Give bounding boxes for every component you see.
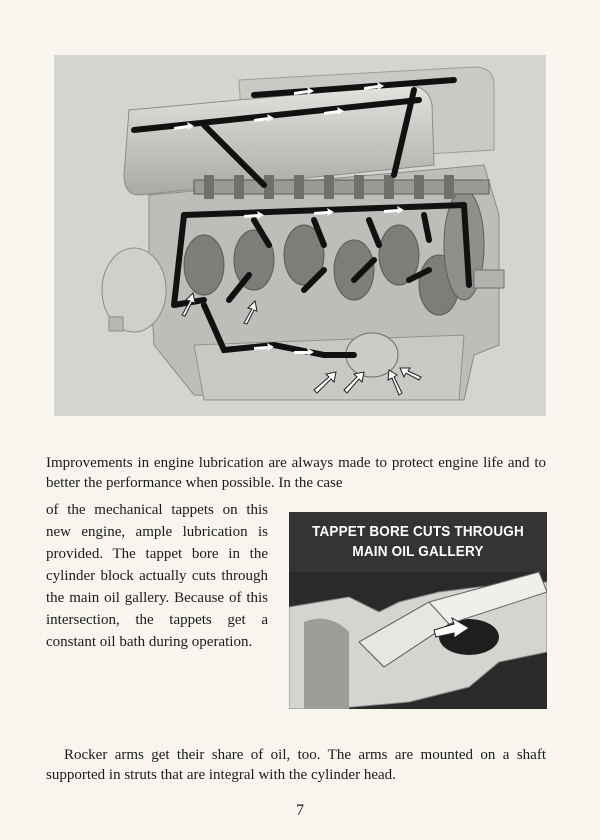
page-number: 7 xyxy=(296,802,304,819)
tappet-paragraph: of the mechanical tappets on this new engine, ample lubrication is provided. The tappet bore in the cylinder block actually cuts through the main oil gallery. Because of this intersection, the tappets get a constant oil bath during operation. xyxy=(46,502,268,650)
rocker-arms-paragraph: Rocker arms get their share of oil, too. The arms are mounted on a shaft supported in struts that are integral with the cylinder head. xyxy=(46,747,546,783)
inset-title-line1: TAPPET BORE CUTS THROUGH xyxy=(312,523,524,540)
engine-illustration xyxy=(54,55,546,416)
inset-title-line2: MAIN OIL GALLERY xyxy=(352,543,484,560)
inset-title xyxy=(302,522,534,562)
tappet-bore-inset xyxy=(289,512,547,709)
intro-paragraph: Improvements in engine lubrication are always made to protect engine life and to better the performance when possible. In the case xyxy=(46,455,546,491)
engine-lubrication-cutaway-icon xyxy=(54,55,546,416)
